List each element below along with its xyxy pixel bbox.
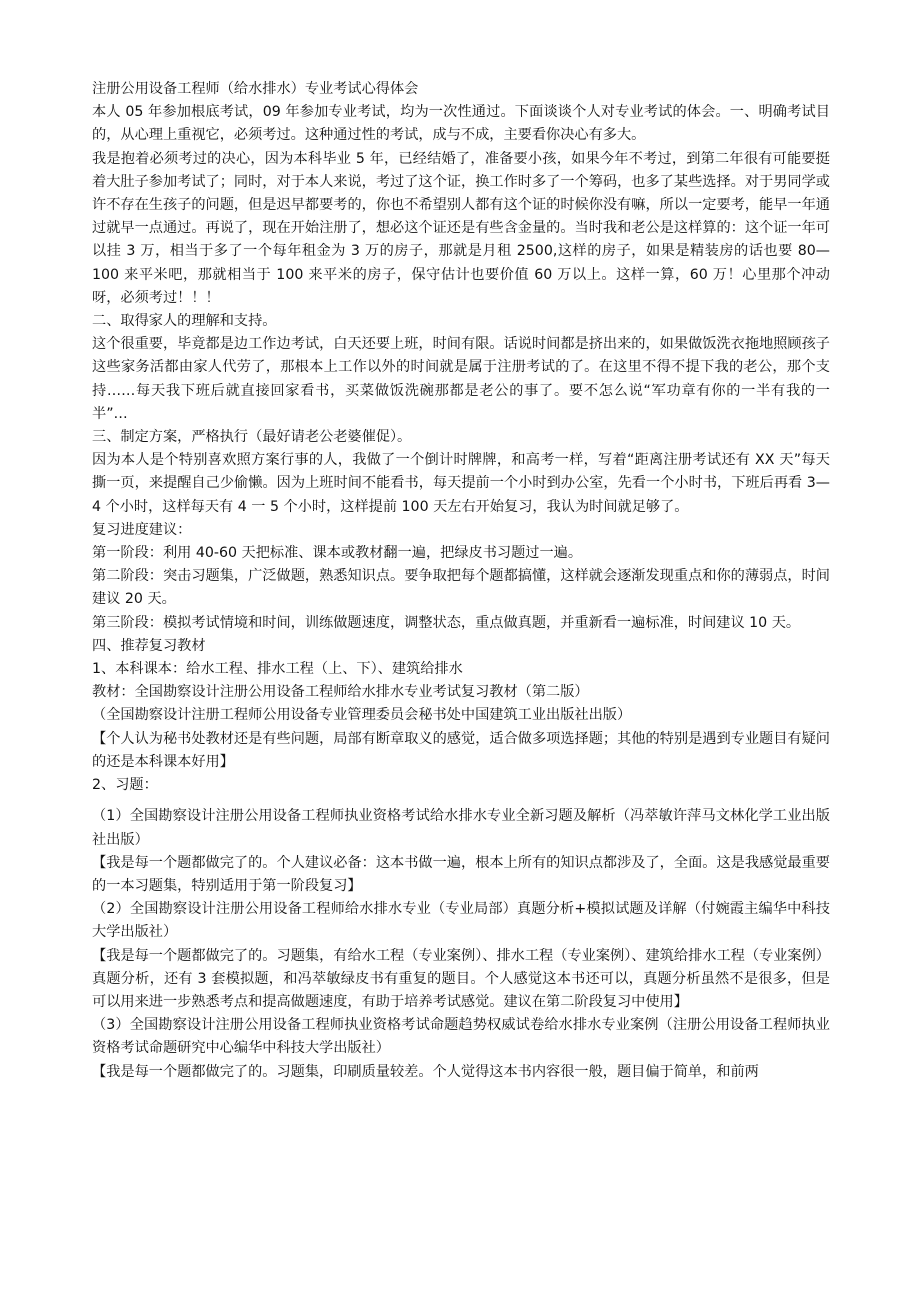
exercise-book-2: （2）全国勘察设计注册公用设备工程师给水排水专业（专业局部）真题分析+模拟试题及详解（付婉霞主编华中科技大学出版社） [92, 901, 830, 941]
stage-three: 第三阶段：模拟考试情境和时间，训练做题速度，调整状态，重点做真题，并重新看一遍标准，时间建议 10 天。 [92, 614, 801, 631]
exercises-heading: 2、习题： [92, 777, 158, 794]
section-heading-materials: 四、推荐复习教材 [92, 637, 206, 654]
exercise-book-3-comment: 【我是每一个题都做完了的。习题集，印刷质量较差。个人觉得这本书内容很一般，题目偏于简单，和前两 [92, 1063, 759, 1080]
teaching-material: 教材：全国勘察设计注册公用设备工程师给水排水专业考试复习教材（第二版） [92, 684, 589, 701]
paragraph-motivation: 我是抱着必须考过的决心，因为本科毕业 5 年，已经结婚了，准备要小孩，如果今年不考过，到第二年很有可能要挺着大肚子参加考试了；同时，对于本人来说，考过了这个证，换工作时多了一个筹码，也多了某些选择。对于男同学或许不存在生孩子的问题，但是迟早都要考的，你也不希望别人都有这个证的时候你没有嘛，所以一定要考，能早一年通过就早一点通过。再说了，现在开始注册了，想必这个证还是有些含金量的。当时我和老公是这样算的：这个证一年可以挂 3 万，相当于多了一个每年租金为 3 万的房子，那就是月租 2500,这样的房子，如果是精装房的话也要 80—100 来平米吧，那就相当于 100 来平米的房子，保守估计也要价值 60 万以上。这样一算，60 万！心里那个冲动呀，必须考过！！！ [92, 150, 830, 306]
stage-two: 第二阶段：突击习题集，广泛做题，熟悉知识点。要争取把每个题都搞懂，这样就会逐渐发现重点和你的薄弱点，时间建议 20 天。 [92, 568, 830, 608]
stage-one: 第一阶段：利用 40-60 天把标准、课本或教材翻一遍，把绿皮书习题过一遍。 [92, 545, 583, 562]
document-title: 注册公用设备工程师（给水排水）专业考试心得体会 [92, 81, 419, 97]
section-heading-family: 二、取得家人的理解和支持。 [92, 313, 277, 330]
teaching-material-comment: 【个人认为秘书处教材还是有些问题，局部有断章取义的感觉，适合做多项选择题；其他的特别是遇到专业题目有疑问的还是本科课本好用】 [92, 730, 830, 770]
paragraph-plan: 因为本人是个特别喜欢照方案行事的人，我做了一个倒计时牌牌，和高考一样，写着“距离注册考试还有 XX 天”每天撕一页，来提醒自己少偷懒。因为上班时间不能看书，每天提前一个小时到办公室，先看一个小时书，下班后再看 3—4 个小时，这样每天有 4 一 5 个小时，这样提前 100 天左右开始复习，我认为时间就足够了。 [92, 452, 830, 515]
exercise-book-2-comment: 【我是每一个题都做完了的。习题集，有给水工程（专业案例）、排水工程（专业案例）、建筑给排水工程（专业案例）真题分析，还有 3 套模拟题，和冯萃敏绿皮书有重复的题目。个人感觉这本书还可以，真题分析虽然不是很多，但是可以用来进一步熟悉考点和提高做题速度，有助于培养考试感觉。建议在第二阶段复习中使用】 [92, 947, 830, 1010]
progress-suggestion-heading: 复习进度建议： [92, 521, 192, 538]
paragraph-intro: 本人 05 年参加根底考试，09 年参加专业考试，均为一次性通过。下面谈谈个人对专业考试的体会。一、明确考试目的，从心理上重视它，必须考过。这种通过性的考试，成与不成，主要看你决心有多大。 [92, 104, 830, 144]
exercise-book-1-comment: 【我是每一个题都做完了的。个人建议必备：这本书做一遍，根本上所有的知识点都涉及了，全面。这是我感觉最重要的一本习题集，特别适用于第一阶段复习】 [92, 854, 830, 894]
section-heading-plan: 三、制定方案，严格执行（最好请老公老婆催促）。 [92, 429, 412, 446]
document-body [92, 78, 830, 1084]
teaching-material-publisher: （全国勘察设计注册工程师公用设备专业管理委员会秘书处中国建筑工业出版社出版） [92, 707, 632, 724]
textbooks-item: 1、本科课本：给水工程、排水工程（上、下）、建筑给排水 [92, 661, 463, 678]
paragraph-family: 这个很重要，毕竟都是边工作边考试，白天还要上班，时间有限。话说时间都是挤出来的，如果做饭洗衣拖地照顾孩子这些家务活都由家人代劳了，那根本上工作以外的时间就是属于注册考试的了。在这里不得不提下我的老公，那个支持……每天我下班后就直接回家看书，买菜做饭洗碗那都是老公的事了。要不怎么说“军功章有你的一半有我的一半”… [92, 336, 830, 422]
exercise-book-1: （1）全国勘察设计注册公用设备工程师执业资格考试给水排水专业全新习题及解析（冯萃敏许萍马文林化学工业出版社出版） [92, 808, 830, 848]
exercise-book-3: （3）全国勘察设计注册公用设备工程师执业资格考试命题趋势权威试卷给水排水专业案例（注册公用设备工程师执业资格考试命题研究中心编华中科技大学出版社） [92, 1017, 830, 1057]
